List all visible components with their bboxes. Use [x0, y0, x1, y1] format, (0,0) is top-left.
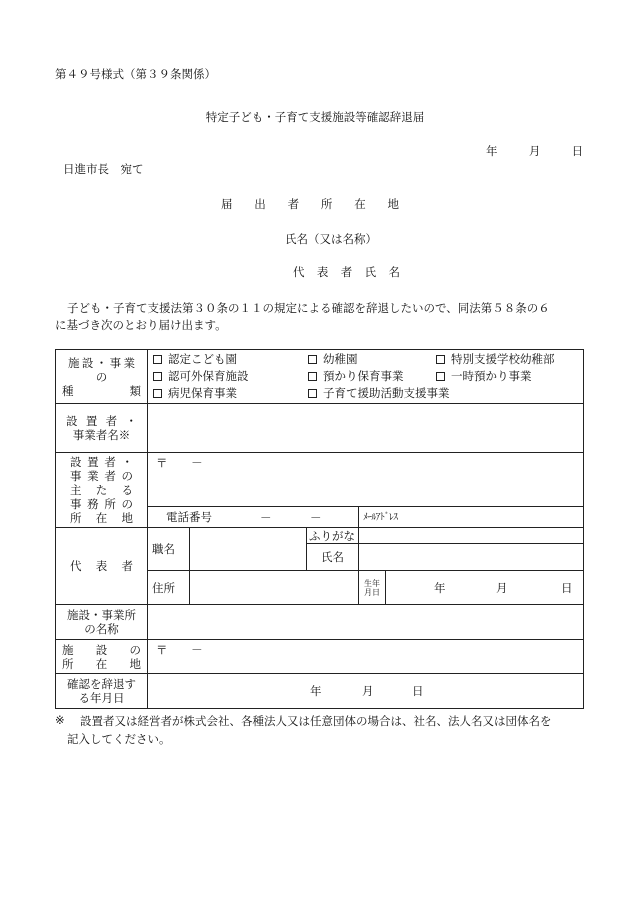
facility-name-field[interactable] [148, 605, 584, 640]
office-label-2: 事業者の [70, 469, 133, 483]
rep-address-label: 住所 [148, 571, 190, 605]
email-label: ﾒｰﾙｱﾄﾞﾚｽ [363, 512, 398, 523]
note-mark: ※ [55, 713, 65, 727]
job-title-field[interactable] [190, 528, 307, 571]
office-label [56, 453, 148, 528]
form-title: 特定子ども・子育て支援施設等確認辞退届 [205, 110, 425, 124]
facility-type-options [148, 350, 584, 404]
checkbox-icon[interactable] [308, 372, 317, 381]
rep-address-field[interactable] [190, 571, 359, 605]
office-label-5: 所在地 [70, 511, 133, 525]
withdraw-date-label-2: る年月日 [78, 691, 125, 705]
birth-label [359, 571, 386, 605]
note-line-1: 設置者又は経営者が株式会社、各種法人又は任意団体の場合は、社名、法人名又は団体名を [80, 714, 552, 728]
rep-name-label: 氏名 [307, 544, 359, 571]
date-year: 年 [486, 144, 498, 158]
option-nintei-kodomoen[interactable]: 認定こども園 [153, 352, 237, 366]
operator-name-label-1: 設置者・ [66, 414, 137, 428]
facility-location-label-1: 施設の [62, 642, 141, 657]
job-title-label: 職名 [148, 528, 190, 571]
withdraw-date-field[interactable] [148, 674, 584, 709]
applicant-name-label: 氏名（又は名称） [285, 232, 377, 246]
office-label-1: 設置者・ [70, 455, 133, 469]
birth-month: 月 [496, 581, 508, 595]
checkbox-icon[interactable] [436, 372, 445, 381]
checkbox-icon[interactable] [153, 389, 162, 398]
operator-name-field[interactable] [148, 404, 584, 453]
facility-type-label-2: の [95, 369, 108, 384]
intro-line-1: 子ども・子育て支援法第３０条の１１の規定による確認を辞退したいので、同法第５８条の６ [67, 301, 550, 315]
furigana-label: ふりがな [307, 528, 359, 544]
option-byouji-hoiku[interactable]: 病児保育事業 [153, 386, 237, 400]
option-ichiji-azukari[interactable]: 一時預かり事業 [436, 369, 532, 383]
birth-date-field[interactable] [386, 571, 584, 605]
phone-label: 電話番号 [166, 510, 212, 524]
withdraw-date-label-1: 確認を辞退す [67, 677, 136, 691]
option-azukari-hoiku[interactable]: 預かり保育事業 [308, 369, 404, 383]
office-label-4: 事務所の [70, 497, 133, 511]
intro-line-2: に基づき次のとおり届け出ます。 [55, 318, 227, 332]
office-address-field[interactable] [148, 453, 584, 507]
date-line [486, 143, 583, 159]
facility-name-label-2: の名称 [84, 622, 119, 636]
facility-name-label [56, 605, 148, 640]
birth-day: 日 [561, 581, 573, 595]
option-ninkagai-hoiku[interactable]: 認可外保育施設 [153, 369, 249, 383]
representative-label-text: 代表者 [70, 559, 133, 573]
form-number: 第４９号様式（第３９条関係） [55, 67, 216, 81]
furigana-field[interactable] [359, 528, 584, 544]
birth-label-2: 月日 [364, 587, 380, 597]
date-month: 月 [528, 144, 541, 158]
option-kosodate-enjo[interactable]: 子育て援助活動支援事業 [308, 386, 450, 400]
checkbox-icon[interactable] [153, 355, 162, 364]
facility-name-label-1: 施設・事業所 [67, 608, 136, 622]
confirmation-withdrawal-table [55, 349, 584, 709]
withdraw-year: 年 [310, 684, 322, 698]
withdraw-day: 日 [412, 684, 424, 698]
email-cell[interactable] [359, 507, 584, 528]
checkbox-icon[interactable] [153, 372, 162, 381]
phone-cell[interactable] [148, 507, 359, 528]
applicant-rep-label: 代表者氏名 [293, 265, 400, 279]
operator-name-label [56, 404, 148, 453]
birth-year: 年 [434, 581, 446, 595]
facility-location-label [56, 640, 148, 674]
facility-type-label [56, 350, 148, 404]
facility-location-label-2: 所在地 [62, 656, 141, 671]
facility-type-label-1: 施設・事業 [68, 355, 135, 370]
withdraw-date-label [56, 674, 148, 709]
applicant-address-label: 届出者所在地 [221, 197, 399, 211]
phone-dash-2: － [310, 511, 322, 525]
facility-type-label-3: 種類 [62, 383, 141, 398]
facility-postal-mark: 〒 [156, 643, 168, 657]
operator-name-label-2: 事業者名※ [72, 428, 131, 442]
note-line-2: 記入してください。 [67, 732, 171, 746]
date-day: 日 [571, 144, 584, 158]
checkbox-icon[interactable] [308, 355, 317, 364]
birth-label-1: 生年 [364, 578, 380, 588]
option-tokubetsu-shien[interactable]: 特別支援学校幼稚部 [436, 352, 555, 366]
office-label-3: 主たる [70, 483, 133, 497]
withdraw-month: 月 [362, 684, 374, 698]
phone-dash-1: － [260, 511, 272, 525]
postal-mark: 〒 [156, 456, 168, 470]
facility-location-field[interactable] [148, 640, 584, 674]
option-youchien[interactable]: 幼稚園 [308, 352, 358, 366]
facility-postal-dash: － [191, 643, 203, 657]
checkbox-icon[interactable] [436, 355, 445, 364]
rep-name-field[interactable] [359, 544, 584, 571]
addressee: 日進市長 宛て [63, 162, 144, 176]
postal-dash: － [191, 456, 203, 470]
checkbox-icon[interactable] [308, 389, 317, 398]
representative-label [56, 528, 148, 605]
